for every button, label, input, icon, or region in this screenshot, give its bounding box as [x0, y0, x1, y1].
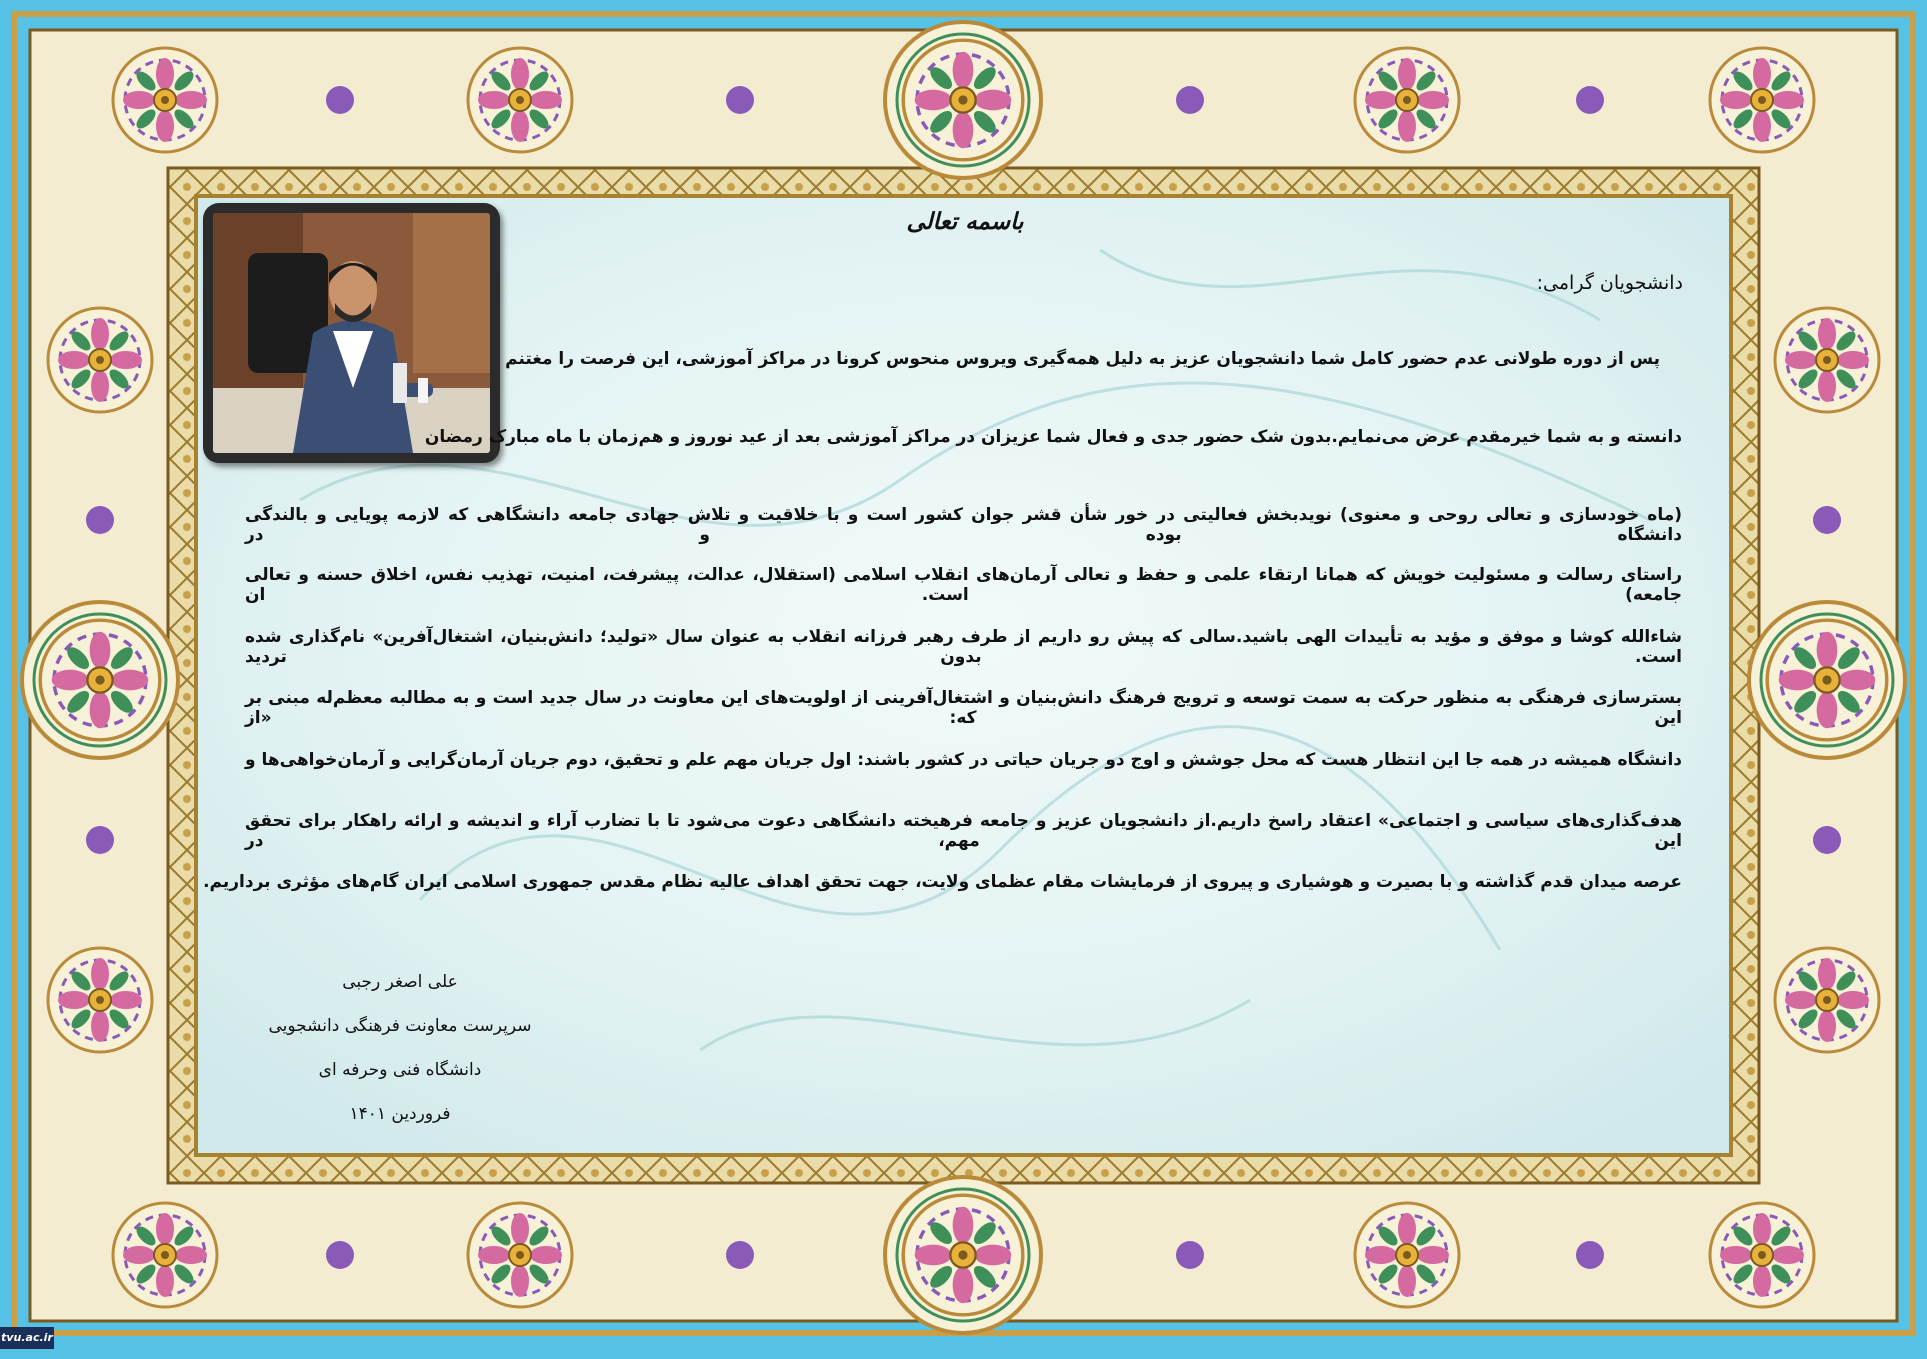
site-url-badge[interactable]: tvu.ac.ir — [0, 1327, 54, 1349]
official-portrait-photo — [213, 213, 490, 453]
signature-block — [240, 960, 560, 1136]
greeting-text: دانشجویان گرامی: — [1536, 272, 1683, 294]
letter-line-5: شاءالله کوشا و موفق و مؤید به تأییدات الهی باشید.سالی که پیش رو داریم از طرف رهبر فرزانه انقلاب به عنوان سال «تولید؛ دانش‌بنیان، اشتغال‌آفرین» نام‌گذاری شده است. بدون تردید — [245, 627, 1682, 667]
letter-line-1: پس از دوره طولانی عدم حضور کامل شما دانشجویان عزیز به دلیل همه‌گیری ویروس منحوس کرونا در مراکز آموزشی، این فرصت را مغتنم — [505, 349, 1660, 369]
basmala-heading: باسمه تعالی — [906, 208, 1024, 235]
letter-line-6: بسترسازی فرهنگی به منظور حرکت به سمت توسعه و ترویج فرهنگ دانش‌بنیان و اشتغال‌آفرینی از اولویت‌های این معاونت در سال جدید است و به مطالبه معظم‌له مبنی بر این که: «از — [245, 688, 1682, 728]
letter-line-8: هدف‌گذاری‌های سیاسی و اجتماعی» اعتقاد راسخ داریم.از دانشجویان عزیز و جامعه فرهیخته دانشگاهی دعوت می‌شود تا با تضارب آراء و اندیشه و ارائه راهکار برای تحقق این مهم، در — [245, 811, 1682, 851]
signature-date: فروردین ۱۴۰۱ — [349, 1104, 451, 1124]
signer-name: علی اصغر رجبی — [342, 972, 458, 992]
letter-line-2: دانسته و به شما خیرمقدم عرض می‌نمایم.بدون شک حضور جدی و فعال شما عزیزان در مراکز آموزشی بعد از عید نوروز و هم‌زمان با ماه مبارک رمضان — [424, 427, 1682, 447]
portrait-photo-frame — [203, 203, 500, 463]
letter-line-7: دانشگاه همیشه در همه جا این انتظار هست که محل جوشش و اوج دو جریان حیاتی در کشور باشند: اول جریان مهم علم و تحقیق، دوم جریان آرمان‌گرایی و آرمان‌خواهی‌ها و — [245, 750, 1682, 770]
signer-university: دانشگاه فنی وحرفه ای — [318, 1060, 482, 1080]
letter-line-3: (ماه خودسازی و تعالی روحی و معنوی) نویدبخش فعالیتی در خور شأن قشر جوان کشور است و با خلاقیت و تلاش جهادی جامعه دانشگاهی که لازمه پویایی و بالندگی دانشگاه بوده و در — [245, 505, 1682, 545]
signer-title: سرپرست معاونت فرهنگی دانشجویی — [268, 1016, 532, 1036]
letter-line-4: راستای رسالت و مسئولیت خویش که همانا ارتقاء علمی و حفظ و تعالی آرمان‌های انقلاب اسلامی (استقلال، عدالت، پیشرفت، امنیت، تهذیب نفس، اخلاق حسنه و تعالی جامعه) است. ان — [245, 565, 1682, 605]
letter-line-9: عرصه میدان قدم گذاشته و با بصیرت و هوشیاری و پیروی از فرمایشات مقام عظمای ولایت، جهت تحقق اهداف عالیه نظام مقدس جمهوری اسلامی ایران گام‌های مؤثری برداریم. — [203, 872, 1682, 892]
